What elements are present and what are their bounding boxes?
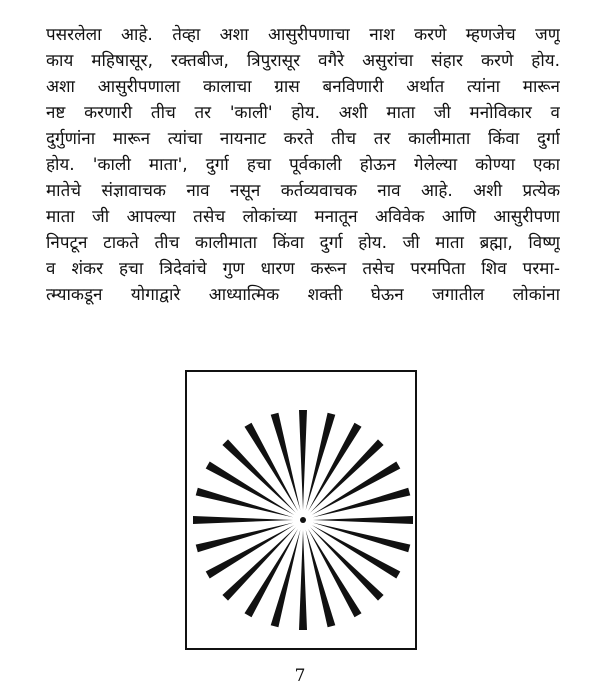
figure-frame	[185, 370, 417, 650]
text-line: काय महिषासूर, रक्तबीज, त्रिपुरासूर वगैरे असुरांचा संहार करणे होय.	[46, 51, 560, 71]
sunburst-ray	[313, 516, 413, 524]
sunburst-ray	[313, 488, 411, 518]
sunburst-ray	[313, 523, 411, 553]
sunburst-ray	[271, 413, 301, 511]
sunburst-ray	[196, 523, 294, 553]
text-line: निपटून टाकते तीच कालीमाता किंवा दुर्गा होय. जी माता ब्रह्मा, विष्णू	[46, 233, 560, 253]
sunburst-ray	[299, 530, 307, 630]
sunburst-illustration	[187, 372, 415, 648]
sunburst-ray	[306, 530, 336, 628]
body-text	[46, 22, 560, 308]
page-number: 7	[294, 666, 306, 686]
text-line: नष्ट करणारी तीच तर 'काली' होय. अशी माता जी मनोविकार व	[46, 103, 560, 123]
text-line: दुर्गुणांना मारून त्यांचा नायनाट करते तीच तर कालीमाता किंवा दुर्गा	[46, 129, 560, 149]
sunburst-ray	[306, 413, 336, 511]
text-line: अशा आसुरीपणाला कालाचा ग्रास बनविणारी अर्थात त्यांना मारून	[46, 77, 560, 97]
text-line: त्म्याकडून योगाद्वारे आध्यात्मिक शक्ती घेऊन जगातील लोकांना	[46, 285, 560, 305]
sunburst-ray	[271, 530, 301, 628]
sunburst-ray	[196, 488, 294, 518]
text-line: होय. 'काली माता', दुर्गा हचा पूर्वकाली होऊन गेलेल्या कोण्या एका	[46, 155, 560, 175]
text-line: मातेचे संज्ञावाचक नाव नसून कर्तव्यवाचक नाव आहे. अशी प्रत्येक	[46, 181, 560, 201]
sunburst-ray	[193, 516, 293, 524]
sunburst-center-dot	[300, 517, 306, 523]
sunburst-ray	[299, 410, 307, 510]
text-line: पसरलेला आहे. तेव्हा अशा आसुरीपणाचा नाश करणे म्हणजेच जणू	[46, 25, 560, 45]
text-line: माता जी आपल्या तसेच लोकांच्या मनातून अविवेक आणि आसुरीपणा	[46, 207, 560, 227]
text-line: व शंकर हचा त्रिदेवांचे गुण धारण करून तसेच परमपिता शिव परमा-	[46, 259, 560, 279]
